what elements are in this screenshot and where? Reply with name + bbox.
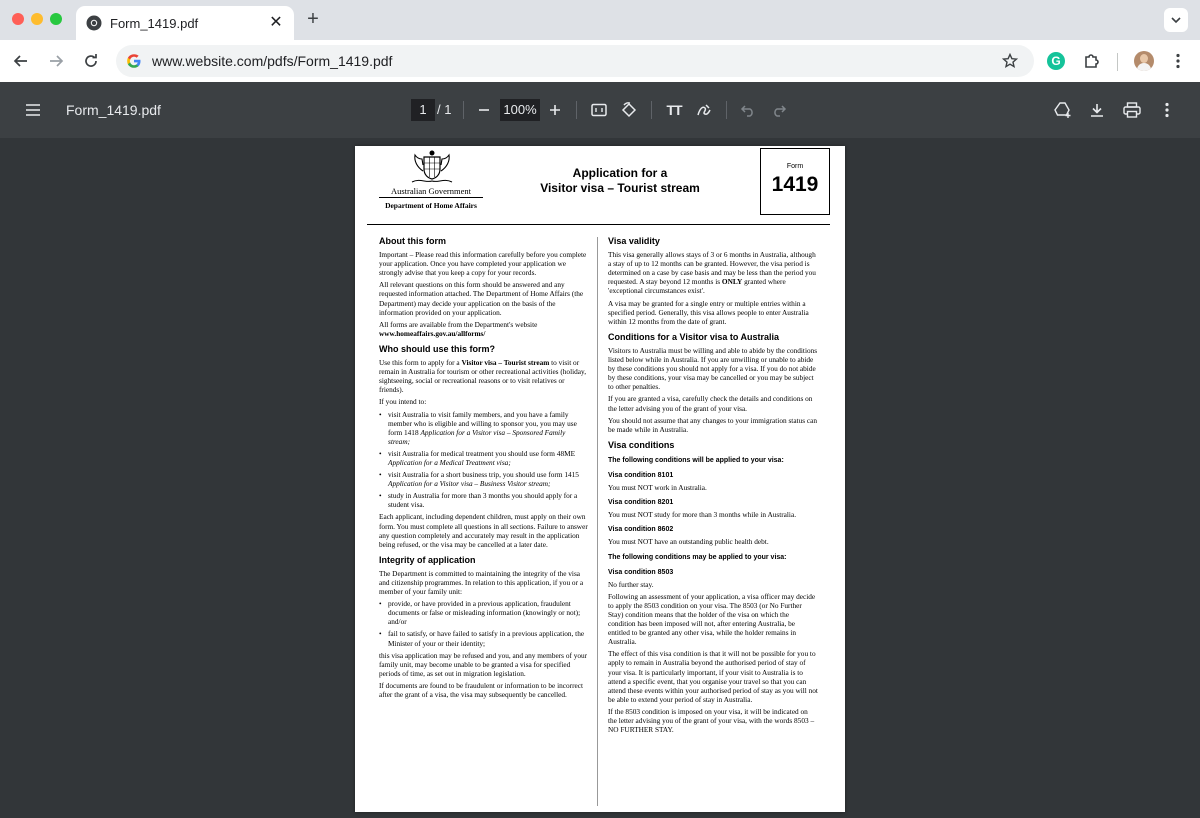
section-heading: Visa validity — [608, 236, 660, 246]
paragraph: Following an assessment of your application, a visa officer may decide to apply the 8503 condition on your visa. The 8503 (or No Further Stay) condition means that the holder of the visa on which the condition has been imposed will not, after entering Australia, be entitled to be granted any other visa, while the holder remains in Australia. — [608, 591, 816, 647]
maximize-window-button[interactable] — [50, 13, 62, 25]
section-heading: Who should use this form? — [379, 343, 495, 354]
close-window-button[interactable] — [12, 13, 24, 25]
paragraph: If you intend to: — [379, 397, 427, 407]
paragraph: Visitors to Australia must be willing and able to abide by the conditions listed below while in Australia. If you are unwilling or unable to abide by these conditions you should not apply for a visa. If you do not abide by these conditions, your visa may be cancelled or you may be subject to other penalties. — [608, 345, 818, 392]
bookmark-button[interactable] — [1000, 51, 1020, 71]
download-button[interactable] — [1087, 100, 1107, 120]
form-label: Form — [786, 163, 804, 170]
paragraph-text: This visa generally allows stays of 3 or 6 months in Australia, although a stay of up to 12 months can be granted. However, the visa period is determined on a case by case basis and may be less than the period you requested. A stay beyond 12 months is — [608, 250, 816, 287]
subheading: The following conditions will be applied to your visa: — [608, 456, 784, 464]
paragraph: A visa may be granted for a single entry or multiple entries within a specified period. Generally, this visa allows people to enter Australia within 12 months from the date of grant. — [608, 298, 809, 326]
section-heading: Conditions for a Visitor visa to Australia — [608, 331, 780, 342]
minus-icon — [477, 103, 491, 117]
toolbar-divider — [463, 101, 464, 119]
pdf-toolbar — [0, 82, 1200, 138]
paragraph-text: granted where 'exceptional circumstances exist'. — [608, 277, 786, 296]
tab-pdf[interactable] — [76, 6, 294, 40]
browser-menu-button[interactable] — [1168, 51, 1188, 71]
toolbar-divider — [1117, 53, 1118, 71]
paragraph-text: to visit or remain in Australia for tourism or other recreational activities (holiday, sightseeing, social or recreational reasons or to visit relatives or friends). — [379, 358, 587, 395]
address-bar[interactable] — [116, 45, 1034, 77]
paragraph: You must NOT study for more than 3 months while in Australia. — [608, 510, 797, 520]
toolbar-divider — [651, 101, 652, 119]
fit-to-page-button[interactable] — [589, 100, 609, 120]
paragraph — [379, 358, 589, 394]
chevron-down-icon — [1170, 14, 1182, 26]
zoom-level-input[interactable]: 100% — [500, 99, 540, 121]
emphasis-text: Visitor visa – Tourist stream — [461, 358, 550, 368]
redo-icon — [771, 103, 787, 117]
list-item — [379, 449, 589, 467]
column-divider — [597, 237, 598, 806]
google-icon — [126, 53, 142, 69]
list-item-text: visit Australia for a short business trip, you should use form 1415 — [388, 470, 579, 480]
hamburger-icon — [25, 104, 41, 116]
paragraph: All relevant questions on this form should be answered and any requested information attached. The Department of Home Affairs (the Department) may decide your application on the basis of the information provided on your application. — [379, 280, 584, 317]
paragraph: The Department is committed to maintaining the integrity of the visa and citizenship programmes. In relation to this application, if you or a member of your family unit: — [379, 568, 584, 597]
rotate-icon — [621, 102, 637, 118]
pen-icon — [696, 102, 712, 118]
url-text: www.website.com/pdfs/Form_1419.pdf — [152, 53, 393, 69]
paragraph: If documents are found to be fraudulent or information to be incorrect after the grant of a visa, the visa may subsequently be cancelled. — [379, 680, 584, 700]
kebab-menu-icon — [1165, 102, 1169, 118]
form-reference: Application for a Medical Treatment visa; — [388, 457, 511, 467]
condition-heading: Visa condition 8101 — [608, 471, 674, 479]
zoom-out-button[interactable] — [474, 100, 494, 120]
logo-divider — [379, 197, 483, 198]
kebab-menu-icon — [1176, 53, 1180, 69]
text-tool-button[interactable] — [664, 100, 684, 120]
reload-button[interactable] — [79, 49, 103, 73]
forward-button[interactable] — [44, 49, 68, 73]
paragraph: You should not assume that any changes to your immigration status can be made while in Australia. — [608, 415, 818, 434]
paragraph: If the 8503 condition is imposed on your visa, it will be indicated on the letter advising you of the grant of your visa, with the words 8503 – NO FURTHER STAY. — [608, 706, 815, 735]
new-tab-button[interactable]: + — [307, 8, 319, 30]
condition-heading: Visa condition 8602 — [608, 526, 674, 534]
tab-title: Form_1419.pdf — [110, 15, 199, 31]
condition-heading: Visa condition 8503 — [608, 568, 674, 576]
condition-heading: Visa condition 8201 — [608, 499, 674, 507]
download-icon — [1089, 102, 1105, 118]
paragraph: You must NOT work in Australia. — [608, 483, 707, 493]
paragraph: You must NOT have an outstanding public health debt. — [608, 537, 769, 547]
paragraph-text: All forms are available from the Department's website — [379, 319, 538, 329]
drive-add-icon — [1054, 102, 1072, 118]
bullet-list — [379, 599, 589, 647]
form-reference: Application for a Visitor visa – Business Visitor stream; — [388, 479, 551, 489]
undo-button[interactable] — [738, 100, 758, 120]
tab-close-icon[interactable]: ✕ — [269, 14, 283, 31]
profile-button[interactable] — [1134, 51, 1154, 71]
government-name: Australian Government — [390, 186, 472, 196]
list-item: • study in Australia for more than 3 months you should apply for a student visa. — [379, 491, 589, 509]
undo-icon — [740, 103, 756, 117]
paragraph: this visa application may be refused and you, and any members of your family unit, may become unable to be granted a visa for specified periods of time, as set out in migration legislation. — [379, 650, 588, 678]
toolbar-divider — [576, 101, 577, 119]
sidebar-menu-button[interactable] — [23, 100, 43, 120]
browser-toolbar — [0, 40, 1200, 82]
page-total: / 1 — [437, 102, 452, 117]
left-column — [379, 237, 589, 702]
right-column — [608, 237, 818, 737]
grammarly-extension-button[interactable] — [1046, 51, 1066, 71]
list-item-text: visit Australia for medical treatment you should use form 48ME — [388, 448, 576, 458]
paragraph: Important – Please read this information carefully before you complete your application. Once you have completed your application we strongly advise that you keep a copy for your records. — [379, 250, 587, 278]
paragraph-text: Use this form to apply for a — [379, 358, 462, 368]
save-to-drive-button[interactable] — [1053, 100, 1073, 120]
document-title-line1: Application for a — [572, 166, 668, 180]
list-item — [379, 470, 589, 488]
tab-search-button[interactable] — [1164, 8, 1188, 32]
list-item-text: visit Australia to visit family members, and you have a family member who is eligible and willing to sponsor you, you may use form 1418 — [388, 409, 577, 437]
extensions-button[interactable] — [1082, 51, 1102, 71]
pdf-filename: Form_1419.pdf — [66, 102, 161, 118]
text-tool-icon: TT — [666, 102, 682, 118]
paragraph: The effect of this visa condition is that it will not be possible for you to apply to remain in Australia beyond the authorised period of stay of your visa. It is particularly important, if your visit to Australia is to attend a specific event, that you organise your travel so that you can attend these events within your authorised period of stay as you will not be able to extend your period of stay in Australia. — [608, 649, 818, 704]
list-item: • fail to satisfy, or have failed to satisfy in a previous application, the Minister of your or their identity; — [379, 629, 589, 647]
page-number-input[interactable]: 1 — [411, 99, 435, 121]
arrow-left-icon — [13, 53, 29, 69]
form-reference: Application for a Visitor visa – Sponsored Family stream; — [388, 427, 566, 446]
document-title — [520, 166, 720, 196]
redo-button[interactable] — [769, 100, 789, 120]
star-icon — [1002, 53, 1018, 69]
draw-tool-button[interactable] — [694, 100, 714, 120]
subheading: The following conditions may be applied to your visa: — [608, 553, 787, 561]
toolbar-divider — [726, 101, 727, 119]
fit-page-icon — [591, 103, 607, 117]
pdf-more-options-button[interactable] — [1157, 100, 1177, 120]
department-name: Department of Home Affairs — [385, 201, 477, 210]
paragraph: No further stay. — [608, 579, 654, 589]
list-item — [379, 410, 589, 446]
list-item: • provide, or have provided in a previous application, fraudulent documents or false or misleading information (knowingly or not); and/or — [379, 599, 589, 626]
section-heading: Integrity of application — [379, 554, 476, 565]
print-button[interactable] — [1122, 100, 1142, 120]
minimize-window-button[interactable] — [31, 13, 43, 25]
paragraph: Each applicant, including dependent children, must apply on their own form. You must complete all questions in all sections. Failure to answer any question completely and accurately may result in the application being refused, or the visa may be cancelled at a later date. — [379, 512, 588, 549]
paragraph — [379, 320, 589, 338]
plus-icon — [548, 103, 562, 117]
rotate-button[interactable] — [619, 100, 639, 120]
back-button[interactable] — [9, 49, 33, 73]
form-number: 1419 — [771, 173, 819, 196]
avatar — [1134, 51, 1154, 71]
grammarly-icon: G — [1047, 52, 1065, 70]
emphasis-text: ONLY — [721, 277, 743, 287]
zoom-in-button[interactable] — [545, 100, 565, 120]
section-heading: About this form — [379, 236, 446, 246]
reload-icon — [83, 53, 99, 69]
chrome-favicon-icon — [86, 15, 102, 31]
paragraph — [608, 250, 818, 295]
printer-icon — [1123, 102, 1141, 118]
tab-strip — [0, 0, 1200, 40]
paragraph: If you are granted a visa, carefully check the details and conditions on the letter advising you of the grant of your visa. — [608, 394, 813, 413]
coat-of-arms-icon — [402, 149, 462, 185]
section-heading: Visa conditions — [608, 439, 675, 450]
bullet-list — [379, 410, 589, 510]
puzzle-icon — [1083, 52, 1101, 70]
document-title-line2: Visitor visa – Tourist stream — [540, 181, 700, 195]
form-number-box — [760, 148, 830, 215]
header-divider — [367, 224, 830, 225]
arrow-right-icon — [48, 53, 64, 69]
website-link[interactable]: www.homeaffairs.gov.au/allforms/ — [379, 328, 486, 338]
